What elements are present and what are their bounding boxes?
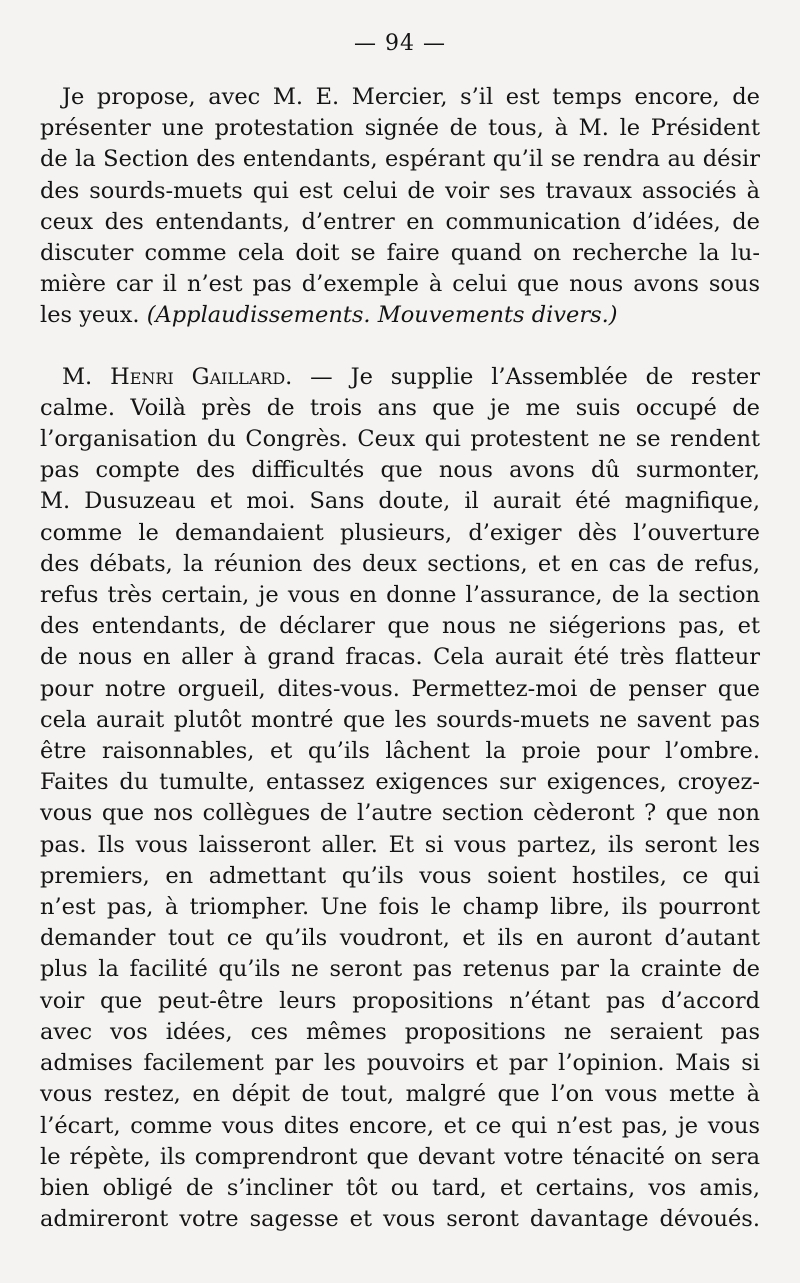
text-line: bien obligé de s’incliner tôt ou tard, et certains, vos amis, <box>40 1174 760 1201</box>
text-line: des entendants, de déclarer que nous ne siégerions pas, et <box>40 613 760 640</box>
text-line: être raisonnables, et qu’ils lâchent la proie pour l’ombre. <box>40 738 760 765</box>
stage-direction: (Applaudissements. Mouvements divers.) <box>146 302 618 329</box>
text-line: M. Dusuzeau et moi. Sans doute, il aurait été magnifique, <box>40 488 760 515</box>
text-line: pas compte des difficultés que nous avons dû surmonter, <box>40 457 760 484</box>
text-line: mière car il n’est pas d’exemple à celui que nous avons sous <box>40 271 760 298</box>
text-line: cela aurait plutôt montré que les sourds-muets ne savent pas <box>40 706 760 733</box>
speaker-name: Henri Gaillard <box>110 363 286 390</box>
text-line: premiers, en admettant qu’ils vous soient hostiles, ce qui <box>40 862 760 889</box>
text-line-start: les yeux. <box>40 302 147 329</box>
text-line: pas. Ils vous laisseront aller. Et si vous partez, ils seront les <box>40 831 760 858</box>
text-line: de nous en aller à grand fracas. Cela aurait été très flatteur <box>40 644 760 671</box>
text-line <box>40 362 760 393</box>
text-line: refus très certain, je vous en donne l’assurance, de la section <box>40 582 760 609</box>
text-line: admireront votre sagesse et vous seront davantage dévoués. <box>40 1206 760 1233</box>
text-line: calme. Voilà près de trois ans que je me suis occupé de <box>40 394 760 421</box>
text-line: plus la facilité qu’ils ne seront pas retenus par la crainte de <box>40 956 760 983</box>
paragraph-protestation <box>40 82 760 332</box>
text-line <box>40 300 760 331</box>
text-line: des sourds-muets qui est celui de voir ses travaux associés à <box>40 177 760 204</box>
text-line: de la Section des entendants, espérant qu’il se rendra au désir <box>40 146 760 173</box>
text-line: n’est pas, à triompher. Une fois le champ libre, ils pourront <box>40 894 760 921</box>
speaker-prefix: M. <box>62 363 111 390</box>
text-line: le répète, ils comprendront que devant votre ténacité on sera <box>40 1143 760 1170</box>
text-line: Je propose, avec M. E. Mercier, s’il est temps encore, de <box>62 84 760 110</box>
text-line: pour notre orgueil, dites-vous. Permettez-moi de penser que <box>40 675 760 702</box>
paragraph-gaillard <box>40 362 760 1236</box>
text-line: l’écart, comme vous dites encore, et ce qui n’est pas, je vous <box>40 1112 760 1139</box>
text-line: avec vos idées, ces mêmes propositions ne seraient pas <box>40 1018 760 1045</box>
text-line: des débats, la réunion des deux sections, et en cas de refus, <box>40 550 760 577</box>
text-line: comme le demandaient plusieurs, d’exiger dès l’ouverture <box>40 519 760 546</box>
page-number: — 94 — <box>354 31 446 56</box>
text-line: Faites du tumulte, entassez exigences sur exigences, croyez- <box>40 769 760 796</box>
text-line: demander tout ce qu’ils voudront, et ils en auront d’autant <box>40 925 760 952</box>
text-line: admises facilement par les pouvoirs et par l’opinion. Mais si <box>40 1050 760 1077</box>
text-line: présenter une protestation signée de tous, à M. le Président <box>40 115 760 142</box>
text-line-rest: . — Je supplie l’Assemblée de rester <box>285 363 760 390</box>
text-line: ceux des entendants, d’entrer en communication d’idées, de <box>40 208 760 235</box>
text-line: l’organisation du Congrès. Ceux qui protestent ne se rendent <box>40 426 760 453</box>
text-line: voir que peut-être leurs propositions n’étant pas d’accord <box>40 987 760 1014</box>
text-line: vous que nos collègues de l’autre section cèderont ? que non <box>40 800 760 827</box>
text-line: discuter comme cela doit se faire quand on recherche la lu- <box>40 240 760 267</box>
text-line: vous restez, en dépit de tout, malgré que l’on vous mette à <box>40 1081 760 1108</box>
